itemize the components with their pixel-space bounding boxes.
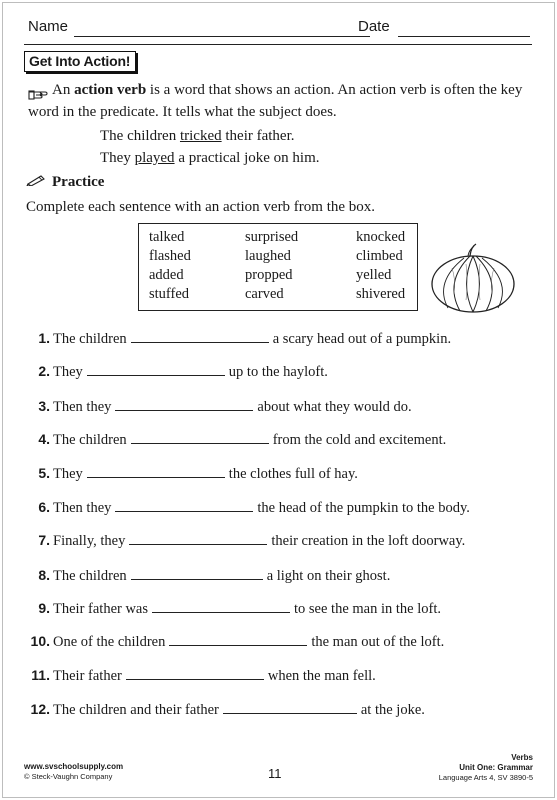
intro-paragraph <box>28 79 538 123</box>
footer-unit: Unit One: Grammar <box>459 763 533 772</box>
answer-blank[interactable] <box>115 396 253 411</box>
example-verb: tricked <box>179 128 222 144</box>
word-box-item: carved <box>245 286 284 302</box>
pencil-icon <box>26 174 46 191</box>
name-field[interactable] <box>74 36 370 37</box>
word-box-item: stuffed <box>149 286 190 302</box>
footer-left <box>24 762 123 782</box>
answer-blank[interactable] <box>115 497 253 512</box>
question-item: 9. Their father was to see the man in the loft. <box>38 600 441 617</box>
page-number: 11 <box>268 766 282 781</box>
answer-blank[interactable] <box>129 530 267 545</box>
word-box-item: surprised <box>245 229 299 245</box>
examples <box>100 125 320 169</box>
footer-right <box>439 753 533 783</box>
word-box-item: flashed <box>149 248 191 264</box>
answer-blank[interactable] <box>87 361 225 376</box>
answer-blank[interactable] <box>223 699 357 714</box>
header <box>24 16 532 40</box>
answer-blank[interactable] <box>87 463 225 478</box>
word-box-item: shivered <box>356 286 406 302</box>
intro-prefix: An <box>52 82 75 98</box>
intro-term: action verb <box>74 82 147 98</box>
question-item: 6. Then they the head of the pumpkin to the body. <box>38 499 470 516</box>
question-item: 4. The children from the cold and excitement. <box>38 431 447 448</box>
footer-topic: Verbs <box>511 753 533 762</box>
word-box-item: laughed <box>245 248 291 264</box>
example-verb: played <box>134 150 175 166</box>
date-field[interactable] <box>398 36 530 37</box>
footer-series: Language Arts 4, SV 3890-5 <box>438 773 533 782</box>
practice-instruction: Complete each sentence with an action verb from the box. <box>26 199 376 215</box>
question-item: 2. They up to the hayloft. <box>38 363 328 380</box>
question-item: 12. The children and their father at the joke. <box>30 701 425 718</box>
answer-blank[interactable] <box>131 328 269 343</box>
footer-copyright: © Steck-Vaughn Company <box>24 772 113 781</box>
question-item: 8. The children a light on their ghost. <box>38 567 391 584</box>
pointing-hand-icon <box>28 85 48 97</box>
example-sentence: They played a practical joke on him. <box>100 150 320 166</box>
answer-blank[interactable] <box>131 429 269 444</box>
section-title: Get Into Action! <box>24 51 136 72</box>
question-item: 11. Their father when the man fell. <box>31 667 376 684</box>
word-box-item: climbed <box>356 248 403 264</box>
answer-blank[interactable] <box>152 598 290 613</box>
intro-line2: word in the predicate. It tells what the subject does. <box>28 104 337 120</box>
practice-heading: Practice <box>26 174 104 191</box>
footer-url: www.svschoolsupply.com <box>24 762 124 771</box>
answer-blank[interactable] <box>126 665 264 680</box>
pumpkin-icon <box>430 242 516 314</box>
word-box-item: yelled <box>356 267 392 283</box>
word-box <box>138 223 418 311</box>
question-item: 10. One of the children the man out of the loft. <box>30 633 445 650</box>
question-item: 7. Finally, they their creation in the loft doorway. <box>38 532 466 549</box>
word-box-item: added <box>149 267 184 283</box>
answer-blank[interactable] <box>169 631 307 646</box>
intro-line1: is a word that shows an action. An action verb is often the key <box>146 82 523 98</box>
question-item: 1. The children a scary head out of a pumpkin. <box>38 330 452 347</box>
date-label: Date <box>358 18 390 35</box>
header-divider <box>24 44 532 45</box>
question-item: 3. Then they about what they would do. <box>38 398 412 415</box>
answer-blank[interactable] <box>131 565 263 580</box>
word-box-item: knocked <box>356 229 406 245</box>
question-item: 5. They the clothes full of hay. <box>38 465 358 482</box>
example-sentence: The children tricked their father. <box>100 128 295 144</box>
word-box-item: talked <box>149 229 185 245</box>
name-label: Name <box>28 18 69 35</box>
word-box-item: propped <box>245 267 293 283</box>
